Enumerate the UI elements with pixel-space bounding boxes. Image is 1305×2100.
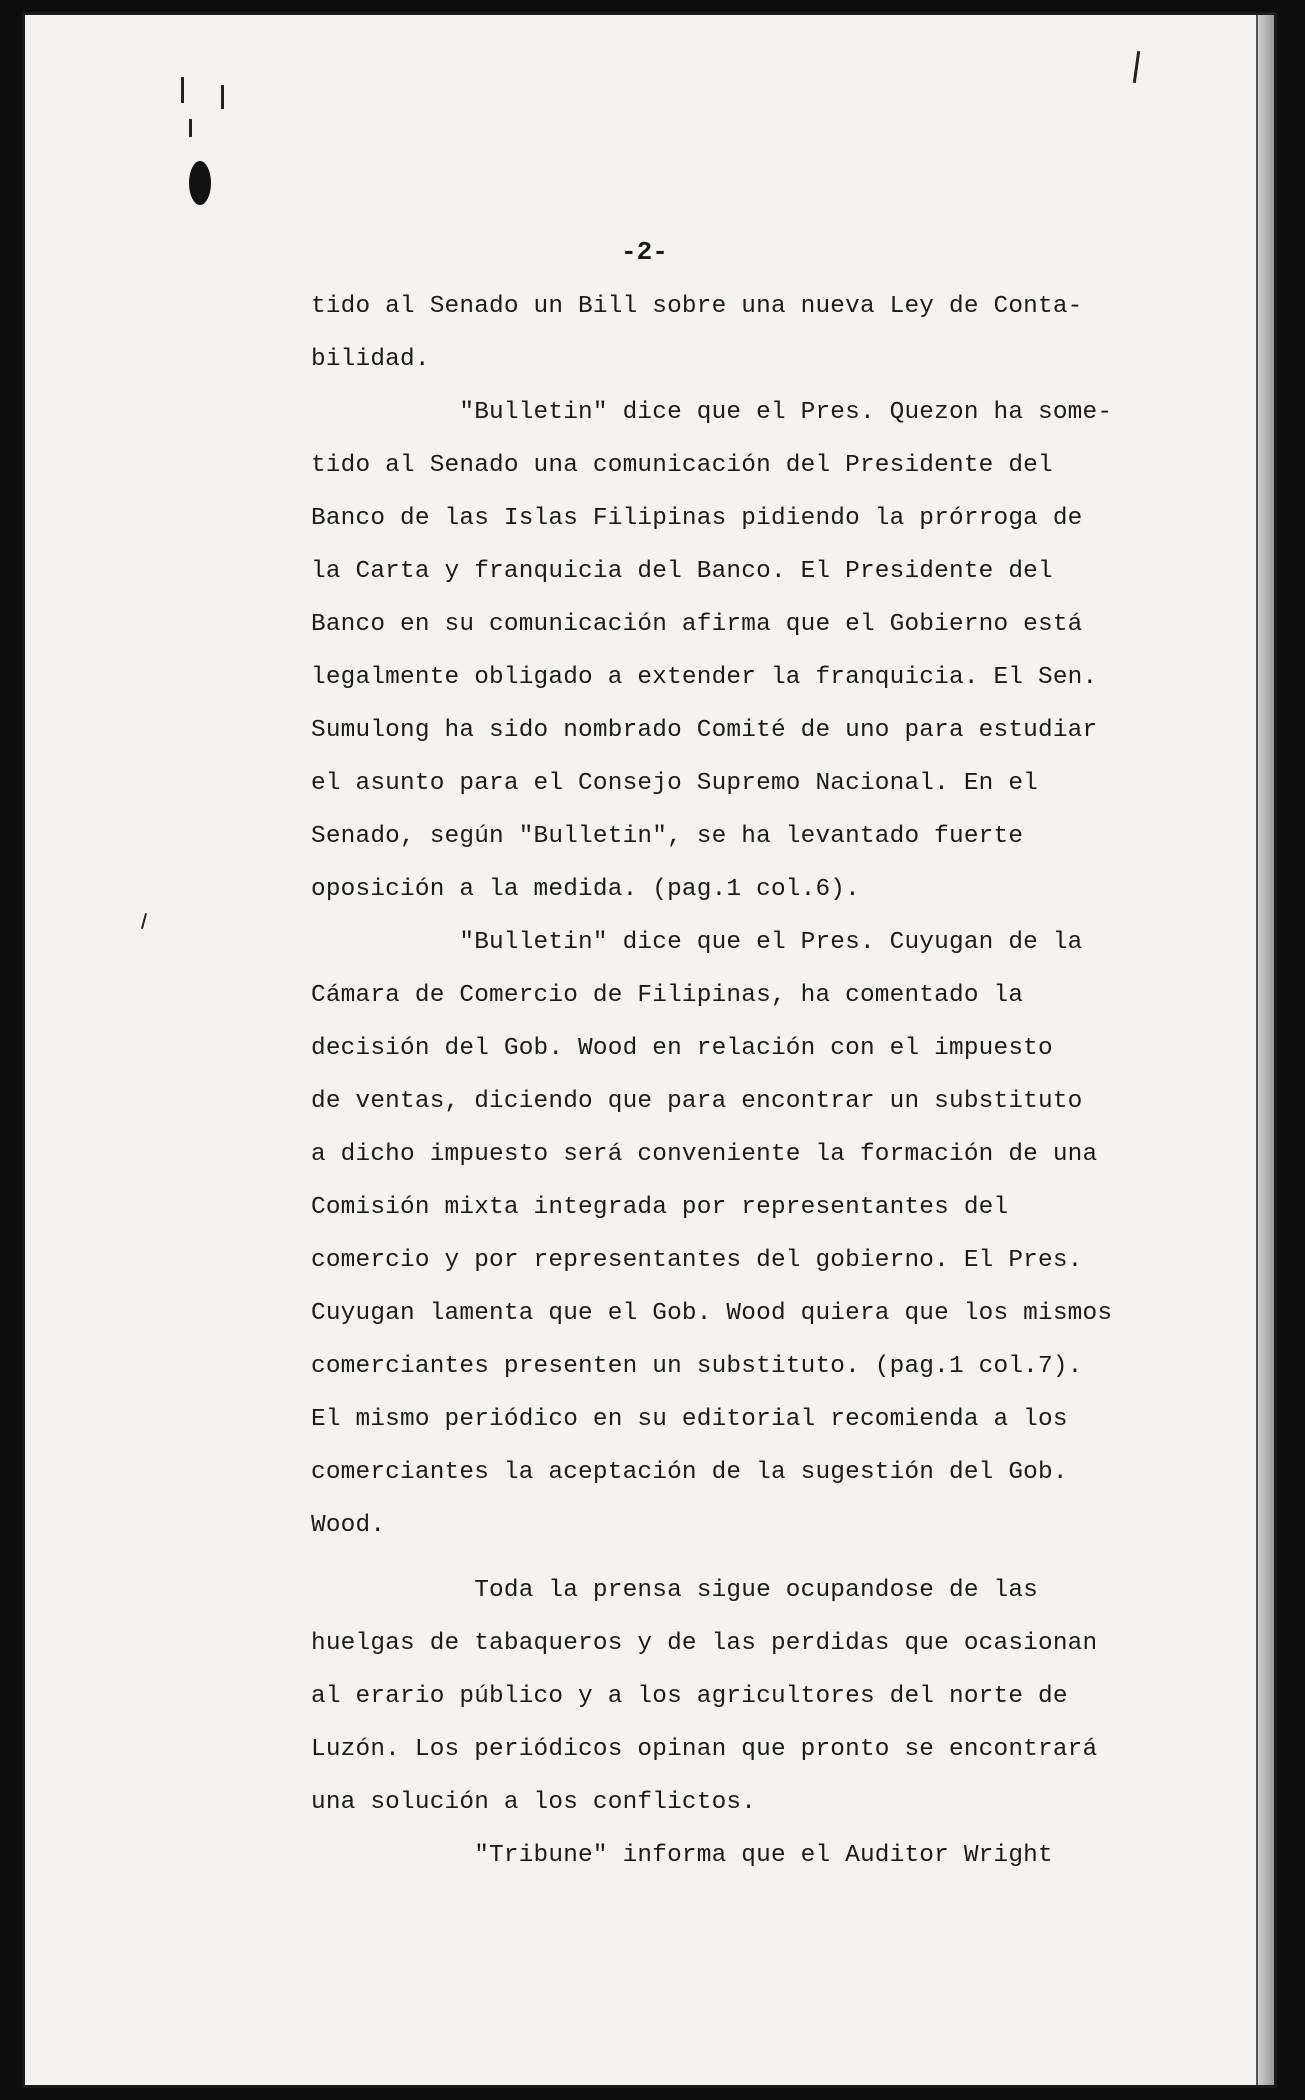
text-line: "Bulletin" dice que el Pres. Quezon ha some-	[311, 399, 1113, 426]
text-line: comerciantes presenten un substituto. (pag.1 col.7).	[311, 1353, 1083, 1380]
text-line: huelgas de tabaqueros y de las perdidas que ocasionan	[311, 1630, 1098, 1657]
page-edge-shadow	[1256, 15, 1274, 2085]
text-line: de ventas, diciendo que para encontrar un substituto	[311, 1088, 1083, 1115]
text-line: comercio y por representantes del gobierno. El Pres.	[311, 1247, 1083, 1274]
text-line: oposición a la medida. (pag.1 col.6).	[311, 876, 860, 903]
text-line: comerciantes la aceptación de la sugestión del Gob.	[311, 1459, 1068, 1486]
text-line: "Tribune" informa que el Auditor Wright	[311, 1842, 1053, 1869]
text-line: a dicho impuesto será conveniente la formación de una	[311, 1141, 1098, 1168]
text-line: El mismo periódico en su editorial recomienda a los	[311, 1406, 1068, 1433]
text-line: bilidad.	[311, 346, 430, 373]
text-line: Comisión mixta integrada por representantes del	[311, 1194, 1009, 1221]
scan-mark	[189, 119, 192, 137]
text-line: Cuyugan lamenta que el Gob. Wood quiera que los mismos	[311, 1300, 1113, 1327]
text-line: el asunto para el Consejo Supremo Nacional. En el	[311, 770, 1039, 797]
document-page	[22, 12, 1277, 2088]
text-line: al erario público y a los agricultores del norte de	[311, 1683, 1068, 1710]
text-line: la Carta y franquicia del Banco. El Presidente del	[311, 558, 1053, 585]
text-line: "Bulletin" dice que el Pres. Cuyugan de la	[311, 929, 1083, 956]
text-line: tido al Senado una comunicación del Presidente del	[311, 452, 1053, 479]
text-line: decisión del Gob. Wood en relación con el impuesto	[311, 1035, 1053, 1062]
text-line: Sumulong ha sido nombrado Comité de uno para estudiar	[311, 717, 1098, 744]
scan-mark	[1133, 51, 1140, 83]
text-line: Banco en su comunicación afirma que el Gobierno está	[311, 611, 1083, 638]
text-line: Cámara de Comercio de Filipinas, ha comentado la	[311, 982, 1024, 1009]
text-line: tido al Senado un Bill sobre una nueva Ley de Conta-	[311, 293, 1083, 320]
text-line: legalmente obligado a extender la franquicia. El Sen.	[311, 664, 1098, 691]
text-line: una solución a los conflictos.	[311, 1789, 757, 1816]
text-line: Luzón. Los periódicos opinan que pronto se encontrará	[311, 1736, 1098, 1763]
text-line: Toda la prensa sigue ocupandose de las	[311, 1577, 1039, 1604]
scan-mark	[181, 77, 184, 103]
scan-mark	[221, 85, 224, 109]
text-line: Senado, según "Bulletin", se ha levantado fuerte	[311, 823, 1024, 850]
scan-mark	[141, 913, 147, 929]
text-line: Wood.	[311, 1512, 386, 1539]
text-line: Banco de las Islas Filipinas pidiendo la prórroga de	[311, 505, 1083, 532]
page-number: -2-	[621, 237, 668, 267]
binding-hole	[189, 161, 211, 205]
